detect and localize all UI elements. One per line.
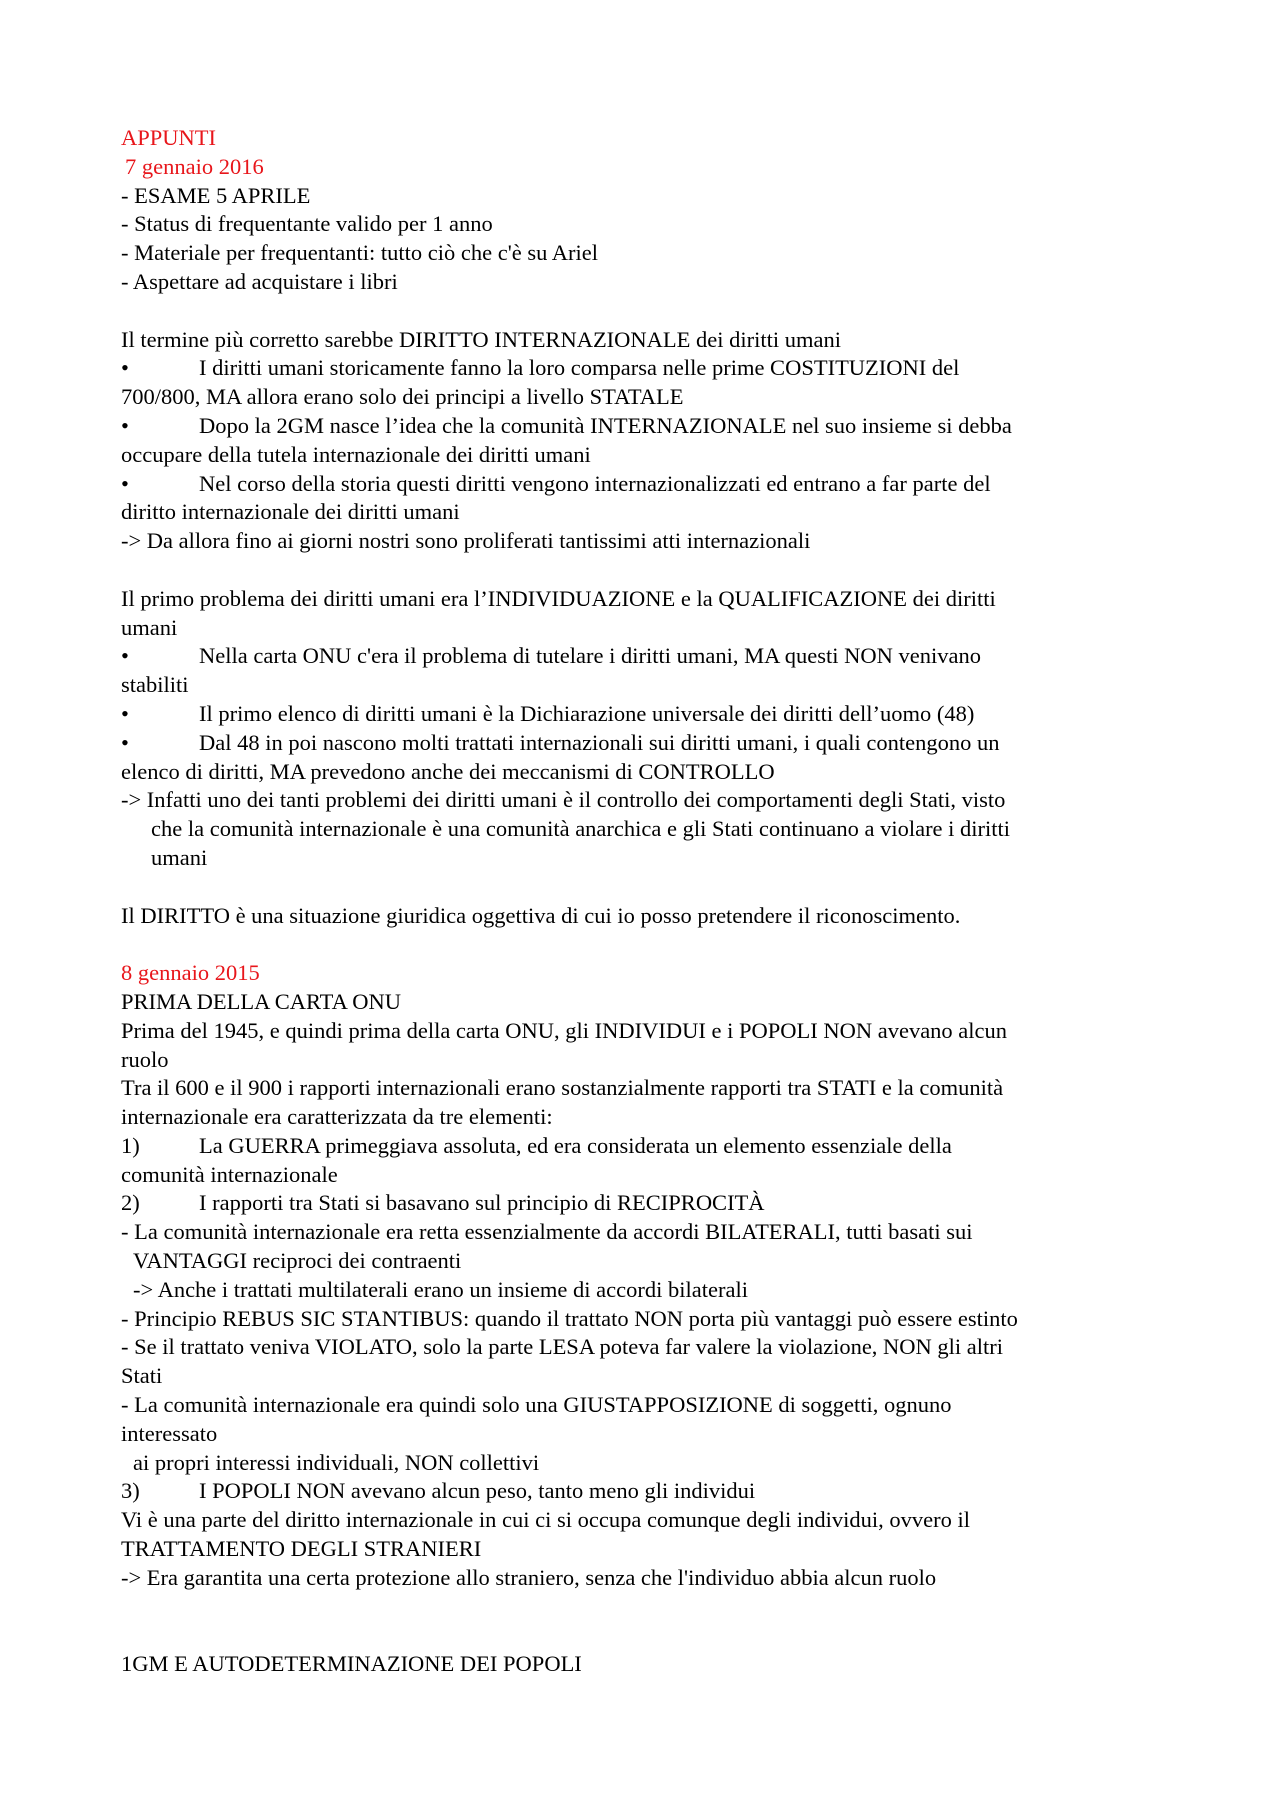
paragraph-continuation: umani: [121, 614, 178, 640]
definition-paragraph: Il DIRITTO è una situazione giuridica oggettiva di cui io posso pretendere il riconoscimento.: [121, 902, 961, 928]
dash-item: - Principio REBUS SIC STANTIBUS: quando il trattato NON porta più vantaggi può essere estinto: [121, 1305, 1018, 1331]
dash-item-continuation: VANTAGGI reciproci dei contraenti: [133, 1248, 462, 1274]
arrow-note: -> Anche i trattati multilaterali erano un insieme di accordi bilaterali: [133, 1276, 748, 1302]
number-marker: 1): [121, 1132, 140, 1158]
bullet-item: [121, 470, 1161, 499]
number-marker: 2): [121, 1190, 140, 1216]
arrow-note-continuation: umani: [151, 844, 208, 870]
list-item: - Materiale per frequentanti: tutto ciò che c'è su Ariel: [121, 240, 598, 266]
bullet-continuation: stabiliti: [121, 672, 189, 698]
arrow-note: -> Da allora fino ai giorni nostri sono proliferati tantissimi atti internazionali: [121, 528, 811, 554]
bullet-item: [121, 729, 1161, 758]
bullet-item: [121, 412, 1161, 441]
numbered-text: I rapporti tra Stati si basavano sul principio di RECIPROCITÀ: [199, 1190, 765, 1216]
paragraph-intro: Il termine più corretto sarebbe DIRITTO INTERNAZIONALE dei diritti umani: [121, 326, 842, 352]
numbered-text: I POPOLI NON avevano alcun peso, tanto meno gli individui: [199, 1478, 756, 1504]
dash-item: - La comunità internazionale era quindi solo una GIUSTAPPOSIZIONE di soggetti, ognuno: [121, 1392, 952, 1418]
paragraph-line: Prima del 1945, e quindi prima della carta ONU, gli INDIVIDUI e i POPOLI NON avevano alcun: [121, 1017, 1008, 1043]
bullet-item: [121, 354, 1161, 383]
paragraph-line: internazionale era caratterizzata da tre elementi:: [121, 1104, 553, 1130]
dash-item-continuation: interessato: [121, 1420, 218, 1446]
numbered-item: [121, 1477, 1161, 1506]
dash-item: - Se il trattato veniva VIOLATO, solo la parte LESA poteva far valere la violazione, NON gli altri: [121, 1334, 1004, 1360]
paragraph-line: ruolo: [121, 1046, 169, 1072]
bullet-text: Nel corso della storia questi diritti vengono internazionalizzati ed entrano a far parte del: [199, 470, 991, 496]
paragraph-line: TRATTAMENTO DEGLI STRANIERI: [121, 1536, 482, 1562]
bullet-item: [121, 642, 1161, 671]
bullet-continuation: diritto internazionale dei diritti umani: [121, 499, 460, 525]
bullet-item: [121, 700, 1161, 729]
notes-title: APPUNTI: [121, 125, 217, 150]
bullet-marker: •: [121, 643, 129, 669]
numbered-item: [121, 1189, 1161, 1218]
date-heading-1: 7 gennaio 2016: [125, 153, 264, 179]
dash-item-continuation: ai propri interessi individuali, NON collettivi: [133, 1449, 540, 1475]
dash-item-continuation: Stati: [121, 1363, 163, 1389]
bullet-marker: •: [121, 412, 129, 438]
arrow-note: -> Era garantita una certa protezione allo straniero, senza che l'individuo abbia alcun ruolo: [121, 1564, 937, 1590]
paragraph-intro: Il primo problema dei diritti umani era l’INDIVIDUAZIONE e la QUALIFICAZIONE dei diritti: [121, 585, 996, 611]
numbered-text: La GUERRA primeggiava assoluta, ed era considerata un elemento essenziale della: [199, 1132, 952, 1158]
dash-item: - La comunità internazionale era retta essenzialmente da accordi BILATERALI, tutti basati sui: [121, 1219, 973, 1245]
bullet-marker: •: [121, 729, 129, 755]
arrow-note-continuation: che la comunità internazionale è una comunità anarchica e gli Stati continuano a violare i diritti: [151, 816, 1011, 842]
bullet-text: I diritti umani storicamente fanno la loro comparsa nelle prime COSTITUZIONI del: [199, 355, 960, 381]
bullet-continuation: occupare della tutela internazionale dei diritti umani: [121, 441, 591, 467]
numbered-item: [121, 1132, 1161, 1161]
section-heading: PRIMA DELLA CARTA ONU: [121, 988, 401, 1014]
numbered-continuation: comunità internazionale: [121, 1161, 338, 1187]
document-body: [121, 124, 1161, 1679]
list-item: - Status di frequentante valido per 1 anno: [121, 211, 493, 237]
bullet-text: Dal 48 in poi nascono molti trattati internazionali sui diritti umani, i quali contengono un: [199, 729, 1000, 755]
bullet-continuation: 700/800, MA allora erano solo dei principi a livello STATALE: [121, 384, 684, 410]
date-heading-2: 8 gennaio 2015: [121, 960, 260, 986]
bullet-marker: •: [121, 355, 129, 381]
arrow-note: -> Infatti uno dei tanti problemi dei diritti umani è il controllo dei comportamenti degli Stati, visto: [121, 787, 1006, 813]
list-item: - Aspettare ad acquistare i libri: [121, 268, 398, 294]
bullet-continuation: elenco di diritti, MA prevedono anche dei meccanismi di CONTROLLO: [121, 758, 775, 784]
bullet-text: Dopo la 2GM nasce l’idea che la comunità INTERNAZIONALE nel suo insieme si debba: [199, 412, 1012, 438]
bullet-text: Il primo elenco di diritti umani è la Dichiarazione universale dei diritti dell’uomo (48): [199, 700, 975, 726]
paragraph-line: Tra il 600 e il 900 i rapporti internazionali erano sostanzialmente rapporti tra STATI e la comunità: [121, 1075, 1004, 1101]
list-item: - ESAME 5 APRILE: [121, 182, 311, 208]
bullet-marker: •: [121, 470, 129, 496]
paragraph-line: Vi è una parte del diritto internazionale in cui ci si occupa comunque degli individui, ovvero il: [121, 1507, 971, 1533]
number-marker: 3): [121, 1478, 140, 1504]
bullet-marker: •: [121, 700, 129, 726]
section-heading: 1GM E AUTODETERMINAZIONE DEI POPOLI: [121, 1651, 582, 1677]
bullet-text: Nella carta ONU c'era il problema di tutelare i diritti umani, MA questi NON venivano: [199, 643, 981, 669]
